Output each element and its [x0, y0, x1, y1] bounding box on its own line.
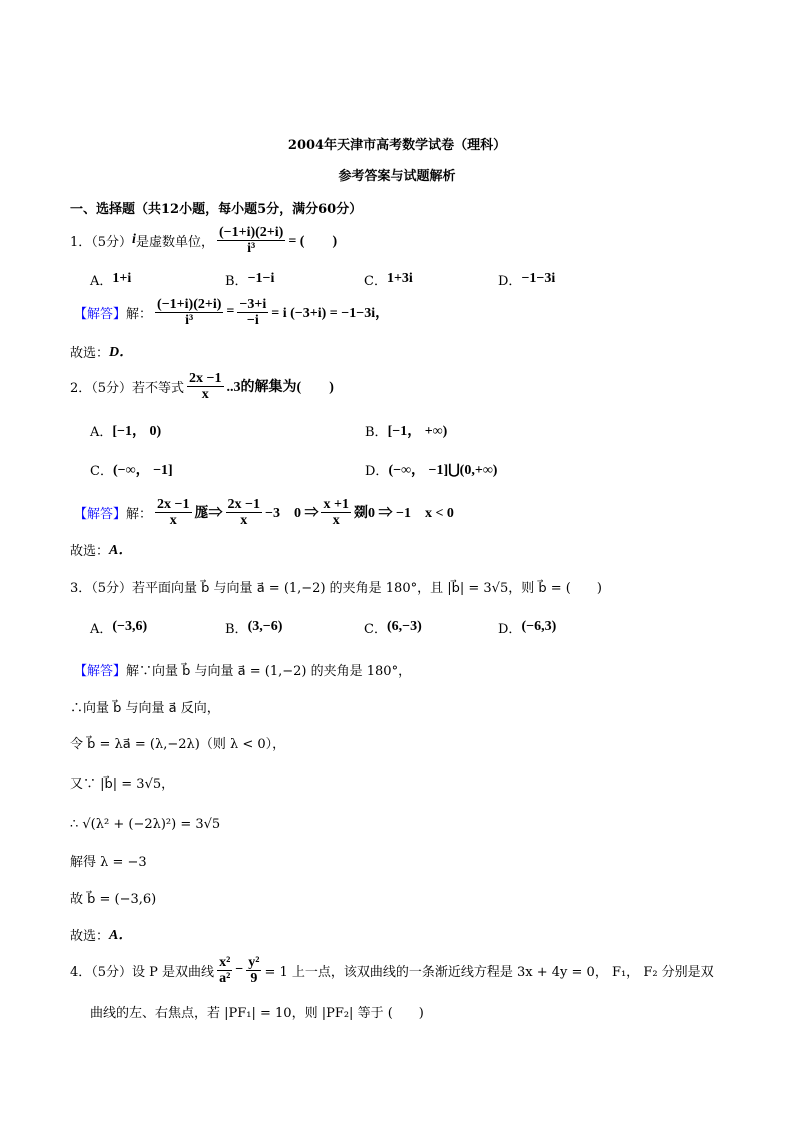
fraction [155, 497, 191, 528]
fraction [237, 297, 268, 328]
solution-3-line-7: 故 b⃗ = (−3,6) [70, 891, 157, 907]
denominator: x [201, 386, 209, 402]
option-label: A． [90, 424, 113, 440]
fraction [187, 371, 223, 402]
option-d [498, 609, 556, 645]
option-value: 1+i [112, 271, 132, 286]
solution-1 [74, 294, 389, 330]
option-value: [−1， +∞) [387, 424, 448, 439]
denominator: x [240, 512, 248, 528]
numerator: x +1 [323, 496, 349, 512]
answer-tag: 【解答】 [74, 306, 127, 322]
option-label: B． [365, 424, 388, 440]
q-prefix: 2．（5分）若不等式 [70, 380, 185, 396]
question-2 [70, 368, 334, 404]
denominator: x [169, 512, 177, 528]
fraction [217, 225, 285, 256]
option-label: C． [364, 273, 387, 289]
q-tail: = ( ) [288, 234, 338, 249]
question-1 [70, 222, 337, 258]
choice-label: 故选： [70, 543, 110, 559]
numerator: (−1+i)(2+i) [157, 296, 222, 312]
question-4-line-2: 曲线的左、右焦点，若 |PF₁| = 10，则 |PF₂| 等于 ( ) [90, 1005, 424, 1021]
option-value: (−∞， −1]⋃(0,+∞) [388, 463, 498, 478]
fraction [226, 497, 262, 528]
numerator: (−1+i)(2+i) [218, 224, 284, 240]
option-b [225, 609, 282, 645]
denominator: x [332, 512, 340, 528]
option-label: A． [90, 273, 113, 289]
denominator: −i [246, 312, 259, 328]
option-c [364, 261, 413, 297]
option-label: A． [90, 621, 113, 637]
option-value: (6,−3) [386, 619, 422, 634]
option-value: (−3,6) [112, 619, 148, 634]
numerator: 2x −1 [227, 496, 260, 512]
fraction [155, 297, 223, 328]
solution-3-line-2: ∴向量 b⃗ 与向量 a⃗ 反向， [70, 700, 220, 716]
q-prefix: 4．（5分）设 P 是双曲线 [70, 964, 215, 980]
option-value: (−6,3) [521, 619, 557, 634]
equals: = [226, 304, 235, 319]
sol-step: 厖⇒ [194, 506, 223, 521]
option-value: (3,−6) [247, 619, 283, 634]
q-text: = 1 上一点，该双曲线的一条渐近线方程是 3x + 4y = 0， F₁， F₂ 分别是双 [264, 964, 714, 980]
q-tail: ..3的解集为( ) [226, 380, 334, 395]
minus: − [235, 962, 244, 977]
choice-value: A． [109, 543, 133, 558]
q-prefix: 1．（5分） [70, 234, 133, 250]
option-label: C． [90, 463, 113, 479]
option-label: D． [498, 273, 522, 289]
numerator: y² [248, 954, 260, 970]
option-d [498, 261, 555, 297]
numerator: 2x −1 [157, 496, 190, 512]
sol-text: 解∵向量 b⃗ 与向量 a⃗ = (1,−2) 的夹角是 180°， [126, 663, 412, 679]
option-a [90, 609, 147, 645]
q-var: i [132, 232, 136, 247]
answer-tag: 【解答】 [74, 506, 127, 522]
denominator: i³ [247, 240, 256, 256]
choice-1 [70, 333, 133, 369]
option-a [90, 412, 161, 448]
option-label: D． [365, 463, 389, 479]
choice-value: A． [109, 928, 133, 943]
option-label: B． [225, 273, 248, 289]
choice-3 [70, 916, 132, 952]
option-c [90, 451, 173, 487]
option-value: −1−i [247, 271, 275, 286]
option-value: [−1， 0) [112, 424, 162, 439]
numerator: −3+i [239, 296, 267, 312]
option-value: (−∞， −1] [112, 463, 173, 478]
option-label: C． [364, 621, 387, 637]
answer-tag: 【解答】 [74, 663, 127, 679]
solution-3-line-1 [74, 651, 411, 687]
sol-tail: = i (−3+i) = −1−3i， [271, 306, 390, 321]
option-value: 1+3i [386, 271, 413, 286]
numerator: x² [219, 954, 231, 970]
solution-3-line-5: ∴ √(λ² + (−2λ)²) = 3√5 [70, 816, 221, 832]
section-heading: 一、选择题（共12小题，每小题5分，满分60分） [70, 201, 363, 217]
solution-3-line-3: 令 b⃗ = λa⃗ = (λ,−2λ)（则 λ < 0）， [70, 736, 286, 752]
choice-label: 故选： [70, 928, 110, 944]
sol-lead: 解： [126, 506, 153, 522]
choice-label: 故选： [70, 345, 110, 361]
q-text: 是虚数单位， [135, 234, 214, 250]
sol-step: −3 0 ⇒ [265, 506, 319, 521]
numerator: 2x −1 [189, 370, 222, 386]
choice-value: D． [109, 345, 134, 360]
solution-3-line-6: 解得 λ = −3 [70, 854, 147, 870]
doc-subtitle: 参考答案与试题解析 [338, 168, 456, 184]
option-label: B． [225, 621, 248, 637]
sol-step: 剟0 ⇒ −1 x < 0 [353, 506, 454, 521]
solution-3-line-4: 又∵ |b⃗| = 3√5， [70, 776, 175, 792]
option-b [365, 412, 447, 448]
denominator: a² [219, 970, 231, 986]
option-d [365, 451, 497, 487]
option-a [90, 261, 131, 297]
option-label: D． [498, 621, 522, 637]
option-c [364, 609, 422, 645]
fraction [246, 955, 261, 986]
choice-2 [70, 531, 132, 567]
sol-lead: 解： [126, 306, 153, 322]
option-b [225, 261, 274, 297]
fraction [321, 497, 350, 528]
denominator: i³ [185, 312, 194, 328]
option-value: −1−3i [521, 271, 556, 286]
question-3: 3．（5分）若平面向量 b⃗ 与向量 a⃗ = (1,−2) 的夹角是 180°，且 |b⃗| = 3√5，则 b⃗ = ( ) [70, 580, 602, 596]
fraction [217, 955, 232, 986]
denominator: 9 [250, 970, 258, 986]
doc-title: 2004年天津市高考数学试卷（理科） [287, 137, 507, 153]
question-4 [70, 952, 714, 988]
solution-2 [74, 494, 454, 530]
